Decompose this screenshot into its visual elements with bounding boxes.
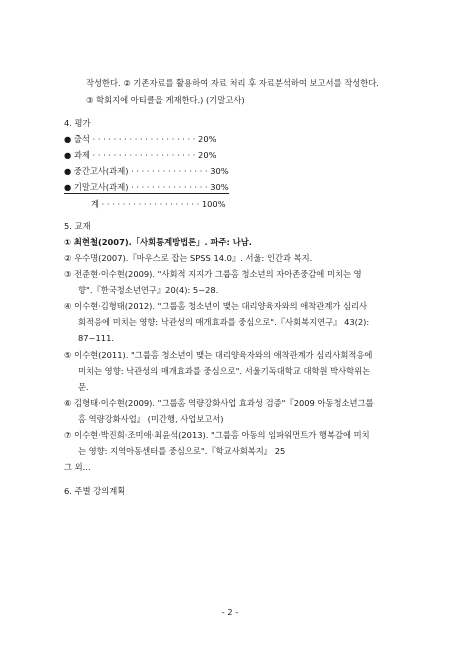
intro-line-2: ③ 학회지에 아티클을 게재한다.) (기말고사) — [86, 95, 245, 105]
evaluation-item-attendance: ● 출석 · · · · · · · · · · · · · · · · · · · · 20% — [64, 134, 217, 144]
textbook-line-7: 87~111. — [78, 333, 114, 343]
textbook-line-9: 미치는 영향: 낙관성의 매개효과를 중심으로". 서울기독대학교 대학원 박사학위논 — [78, 366, 371, 376]
textbook-line-5: ④ 이수현·김형태(2012). "그룹홈 청소년이 맺는 대리양육자와의 애착관계가 심리사 — [64, 301, 368, 311]
textbook-line-15: 그 외... — [64, 462, 91, 472]
evaluation-item-midterm: ● 중간고사(과제) · · · · · · · · · · · · · · · 30% — [64, 166, 229, 176]
textbook-line-8: ⑤ 이수현(2011). "그룹홈 청소년이 맺는 대리양육자와의 애착관계가 심리사회적응에 — [64, 350, 373, 360]
textbooks-heading: 5. 교재 — [64, 221, 91, 231]
evaluation-item-assignment: ● 과제 · · · · · · · · · · · · · · · · · · · · 20% — [64, 150, 217, 160]
evaluation-heading: 4. 평가 — [64, 118, 91, 128]
textbook-line-14: 는 영향: 지역아동센터를 중심으로".『학교사회복지』 25 — [78, 446, 286, 456]
textbook-line-3: ③ 전준현·이수현(2009). "사회적 지지가 그룹홈 청소년의 자아존중감에 미치는 영 — [64, 269, 362, 279]
intro-line-1: 작성한다. ② 기존자료를 활용하여 자료 처리 후 자료분석하여 보고서를 작성한다. — [86, 78, 379, 88]
page-number: - 2 - — [221, 607, 239, 617]
textbook-line-12: 홈 역량강화사업』 (미간행, 사업보고서) — [78, 414, 224, 424]
textbook-line-1: ① 최현철(2007).「사회통계방법론」. 파주: 나남. — [64, 237, 252, 247]
textbook-line-4: 향".『한국청소년연구』20(4): 5~28. — [78, 285, 219, 295]
textbook-line-11: ⑥ 김형태·이수현(2009). "그룹홈 역량강화사업 효과성 검증"『2009 아동청소년그룹 — [64, 398, 374, 408]
evaluation-item-final: ● 기말고사(과제) · · · · · · · · · · · · · · · 30% — [64, 182, 229, 192]
textbook-line-6: 회적응에 미치는 영향: 낙관성의 매개효과를 중심으로".『사회복지연구』 43(2): — [78, 317, 370, 327]
evaluation-total: 계 · · · · · · · · · · · · · · · · · · · 100% — [91, 199, 226, 209]
textbook-line-13: ⑦ 이수현·박진희·조미애·최윤석(2013). "그룹홈 아동의 임파워먼트가 행복감에 미치 — [64, 430, 370, 440]
weekly-heading: 6. 주별 강의계획 — [64, 486, 126, 496]
textbook-line-10: 문. — [78, 382, 89, 392]
textbook-line-2: ② 우수명(2007).『마우스로 잡는 SPSS 14.0』. 서울: 인간과 복지. — [64, 253, 313, 263]
